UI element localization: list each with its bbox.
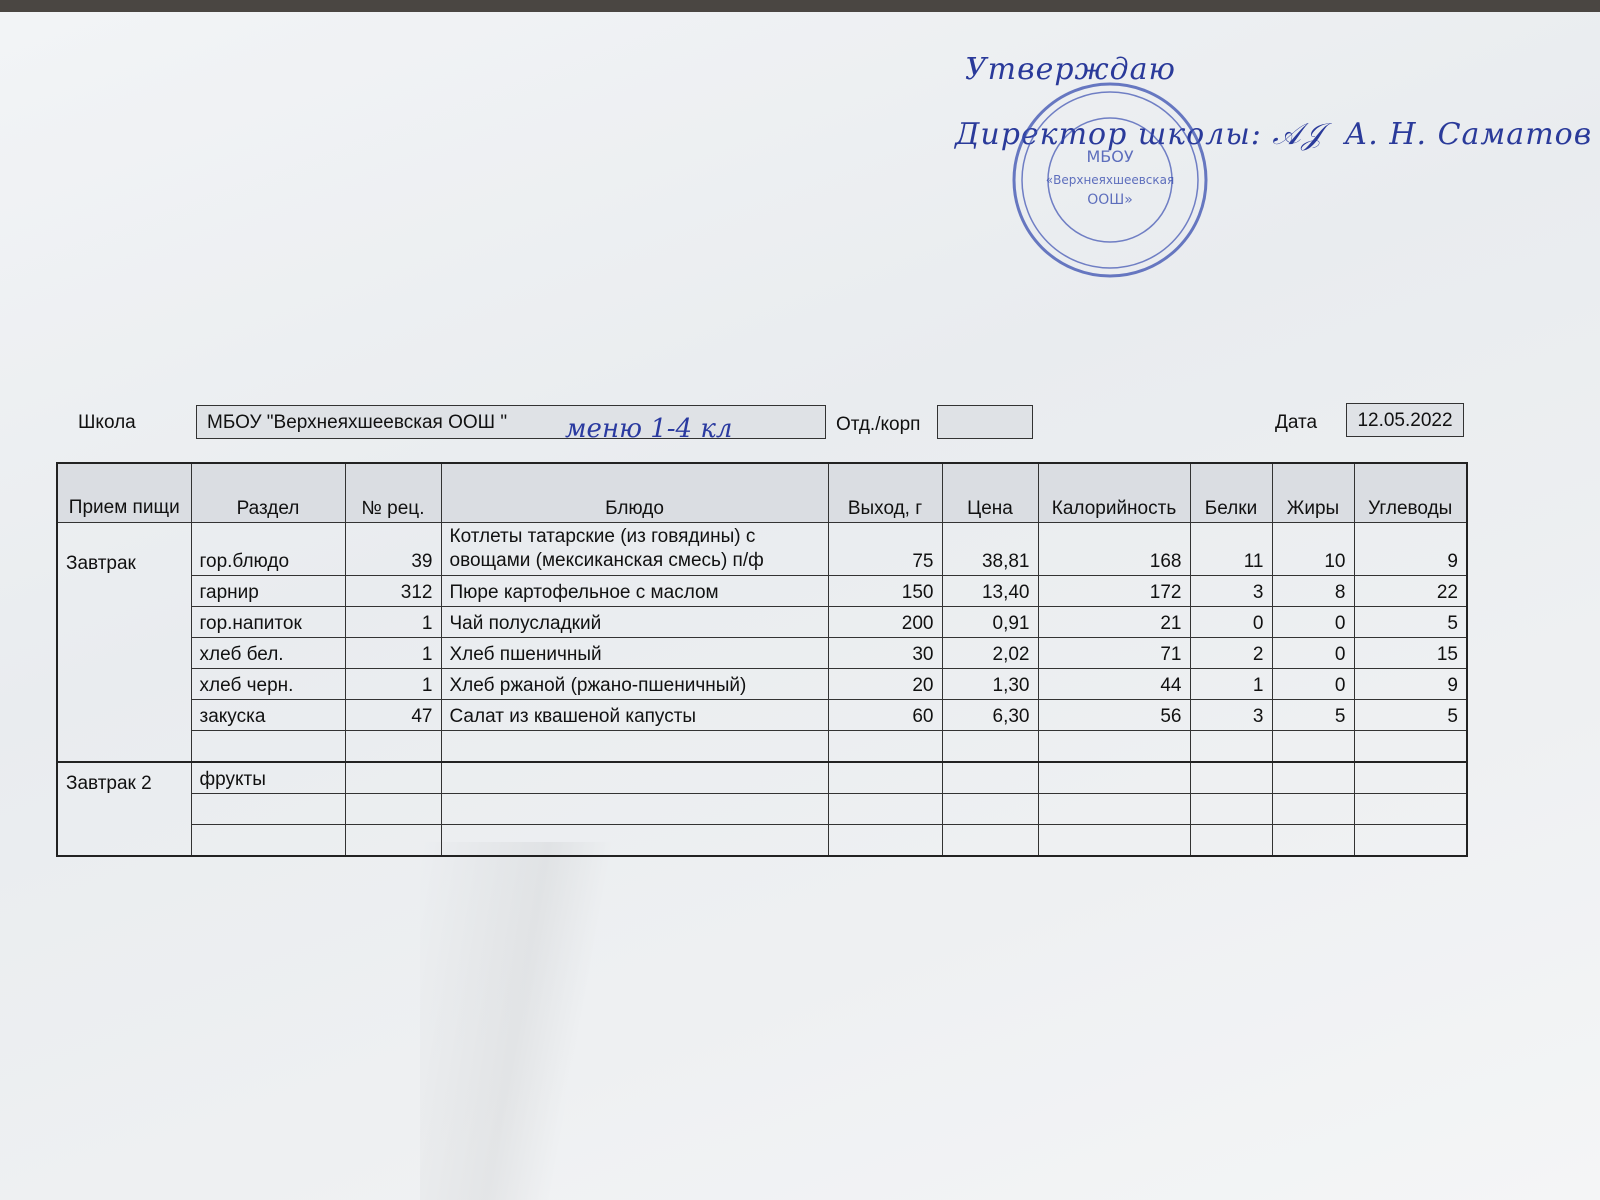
- table-row-empty: [57, 794, 1467, 825]
- section-cell: закуска: [191, 700, 345, 731]
- dish-cell: Салат из квашеной капусты: [441, 700, 828, 731]
- price-cell: 38,81: [942, 523, 1038, 576]
- handwritten-note: меню 1-4 кл: [565, 414, 733, 444]
- price-cell: 13,40: [942, 576, 1038, 607]
- director-label: Директор школы:: [955, 117, 1273, 152]
- meal-cell: Завтрак 2: [57, 762, 191, 856]
- output-cell: 200: [828, 607, 942, 638]
- price-cell: 1,30: [942, 669, 1038, 700]
- fat-cell: 10: [1272, 523, 1354, 576]
- dish-cell: Пюре картофельное с маслом: [441, 576, 828, 607]
- protein-cell: 2: [1190, 638, 1272, 669]
- fat-cell: 0: [1272, 669, 1354, 700]
- paper-fold-shadow: [420, 842, 680, 1200]
- seal-line-2: «Верхнеяхшеевская: [1045, 173, 1175, 187]
- table-row: [57, 607, 1467, 638]
- recipe-cell: 312: [345, 576, 441, 607]
- output-cell: 75: [828, 523, 942, 576]
- recipe-cell: 1: [345, 607, 441, 638]
- price-cell: 2,02: [942, 638, 1038, 669]
- kcal-cell: 44: [1038, 669, 1190, 700]
- col-header: Блюдо: [441, 463, 828, 523]
- table-header-row: [57, 463, 1467, 523]
- kcal-cell: 21: [1038, 607, 1190, 638]
- fat-cell: 0: [1272, 607, 1354, 638]
- signer-name: А. Н. Саматов: [1344, 117, 1593, 152]
- section-cell: фрукты: [191, 762, 345, 794]
- recipe-cell: 1: [345, 669, 441, 700]
- protein-cell: 3: [1190, 576, 1272, 607]
- col-header: Выход, г: [828, 463, 942, 523]
- seal-line-3: ООШ»: [1087, 192, 1133, 208]
- carb-cell: 9: [1354, 669, 1467, 700]
- table-row: [57, 700, 1467, 731]
- school-name-field: МБОУ "Верхнеяхшеевская ООШ ": [196, 405, 826, 439]
- protein-cell: 1: [1190, 669, 1272, 700]
- carb-cell: 15: [1354, 638, 1467, 669]
- protein-cell: 3: [1190, 700, 1272, 731]
- price-cell: 6,30: [942, 700, 1038, 731]
- date-label: Дата: [1275, 412, 1318, 433]
- output-cell: 60: [828, 700, 942, 731]
- table-row: [57, 762, 1467, 794]
- table-row: [57, 669, 1467, 700]
- section-cell: хлеб бел.: [191, 638, 345, 669]
- dish-cell: Хлеб ржаной (ржано-пшеничный): [441, 669, 828, 700]
- section-cell: гор.блюдо: [191, 523, 345, 576]
- fat-cell: 8: [1272, 576, 1354, 607]
- kcal-cell: 172: [1038, 576, 1190, 607]
- table-row: [57, 523, 1467, 576]
- menu-sheet: [0, 12, 1600, 1200]
- section-cell: гарнир: [191, 576, 345, 607]
- fat-cell: 5: [1272, 700, 1354, 731]
- col-header: Цена: [942, 463, 1038, 523]
- fat-cell: 0: [1272, 638, 1354, 669]
- dish-cell: Котлеты татарские (из говядины) с овощами (мексиканская смесь) п/ф: [441, 523, 828, 576]
- table-row-empty: [57, 825, 1467, 857]
- carb-cell: 5: [1354, 607, 1467, 638]
- dept-field: [937, 405, 1033, 439]
- col-header: Калорийность: [1038, 463, 1190, 523]
- kcal-cell: 71: [1038, 638, 1190, 669]
- section-cell: гор.напиток: [191, 607, 345, 638]
- recipe-cell: 1: [345, 638, 441, 669]
- kcal-cell: 56: [1038, 700, 1190, 731]
- section-cell: хлеб черн.: [191, 669, 345, 700]
- output-cell: 150: [828, 576, 942, 607]
- carb-cell: 9: [1354, 523, 1467, 576]
- dish-cell: Хлеб пшеничный: [441, 638, 828, 669]
- table-row: [57, 576, 1467, 607]
- carb-cell: 5: [1354, 700, 1467, 731]
- col-header: Прием пищи: [57, 463, 191, 523]
- col-header: № рец.: [345, 463, 441, 523]
- protein-cell: 0: [1190, 607, 1272, 638]
- menu-table: [56, 462, 1468, 857]
- price-cell: 0,91: [942, 607, 1038, 638]
- recipe-cell: 39: [345, 523, 441, 576]
- output-cell: 20: [828, 669, 942, 700]
- dish-cell: Чай полусладкий: [441, 607, 828, 638]
- school-label: Школа: [78, 412, 136, 433]
- col-header: Раздел: [191, 463, 345, 523]
- table-row-empty: [57, 731, 1467, 763]
- signature-mark: 𝒜𝒥: [1272, 117, 1345, 152]
- col-header: Жиры: [1272, 463, 1354, 523]
- kcal-cell: 168: [1038, 523, 1190, 576]
- carb-cell: 22: [1354, 576, 1467, 607]
- col-header: Углеводы: [1354, 463, 1467, 523]
- recipe-cell: 47: [345, 700, 441, 731]
- date-field: 12.05.2022: [1346, 403, 1464, 437]
- output-cell: 30: [828, 638, 942, 669]
- col-header: Белки: [1190, 463, 1272, 523]
- meal-cell: Завтрак: [57, 523, 191, 763]
- table-row: [57, 638, 1467, 669]
- approval-title: Утверждаю: [965, 52, 1176, 87]
- protein-cell: 11: [1190, 523, 1272, 576]
- seal-line-1: МБОУ: [1086, 147, 1134, 166]
- school-seal-stamp: [1010, 80, 1210, 280]
- dept-label: Отд./корп: [836, 414, 921, 435]
